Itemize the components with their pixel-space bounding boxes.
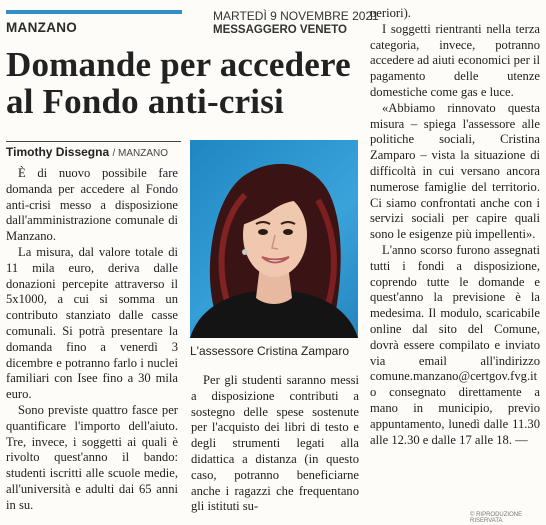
paragraph: L'anno scorso furono assegnati tutti i fondi a disposizione, coprendo tutte le domande e quest'anno la previsione è la medesima. Il modulo, scaricabile online dal sito del Comune, dovrà essere compilato e inviato via email all'indirizzo comune.manzano@certgov.fvg.it o consegnato direttamente a mano in municipio, previo appuntamento, lunedì dalle 11.30 alle 12.30 e dalle 17 alle 18. — <box>370 242 540 447</box>
section-label: MANZANO <box>6 20 78 35</box>
paragraph: Per gli studenti saranno messi a disposizione contributi a sostegno delle spese sostenute per l'acquisto dei libri di testo e degli strumenti legati alla didattica a distanza (in questo caso, potranno beneficiarne anche i ragazzi che frequentano gli istituti su- <box>191 373 359 514</box>
copyright-notice: © RIPRODUZIONE RISERVATA <box>470 512 523 524</box>
headline: Domande per accedere al Fondo anti-crisi <box>6 45 351 121</box>
paragraph: periori). <box>370 6 411 20</box>
paragraph: «Abbiamo rinnovato questa misura – spiega l'assessore alle politiche sociali, Cristina Zamparo – vista la situazione di difficoltà in cui versano ancora numerose famiglie del territorio. Ci siamo confrontati anche con i servizi sociali per capire quali sono le esigenze più impellenti». <box>370 100 540 242</box>
publication-source: MESSAGGERO VENETO <box>213 24 347 36</box>
paragraph: È di nuovo possibile fare domanda per accedere al Fondo anti-crisi messo a disposizione dall'amministrazione comunale di Manzano. <box>6 166 178 244</box>
byline-divider <box>6 141 181 142</box>
dateline <box>213 9 379 37</box>
article-column-1 <box>6 166 178 514</box>
publication-date: MARTEDÌ 9 NOVEMBRE 2021 <box>213 9 379 23</box>
article-column-2 <box>191 373 359 515</box>
paragraph: Sono previste quattro fasce per quantificare l'importo dell'aiuto. Tre, invece, i soggetti ai quali è rivolto quest'anno il bando: studenti iscritti alle scuole medie, all'università e adulti dai 65 anni in su. <box>6 402 178 512</box>
paragraph: La misura, dal valore totale di 11 mila euro, deriva dalle donazioni percepite attraverso il 5x1000, a cui si somma un contributo stanziato dalle casse comunali. Si potrà presentare la domanda fino a venerdì 3 dicembre e potranno farlo i nuclei familiari con Isee fino a 30 mila euro. <box>6 244 178 402</box>
section-accent-bar <box>6 10 182 14</box>
portrait-photo <box>190 140 358 338</box>
portrait-illustration <box>190 140 358 338</box>
byline: Timothy Dissegna / MANZANO <box>6 145 169 159</box>
paragraph: I soggetti rientranti nella terza categoria, invece, potranno accedere ad aiuti economici per il pagamento delle utenze domestiche come gas e luce. <box>370 21 540 99</box>
byline-location: MANZANO <box>118 148 169 159</box>
photo-caption: L'assessore Cristina Zamparo <box>190 344 350 358</box>
author-name: Timothy Dissegna <box>6 145 110 159</box>
article-column-3 <box>370 6 540 448</box>
